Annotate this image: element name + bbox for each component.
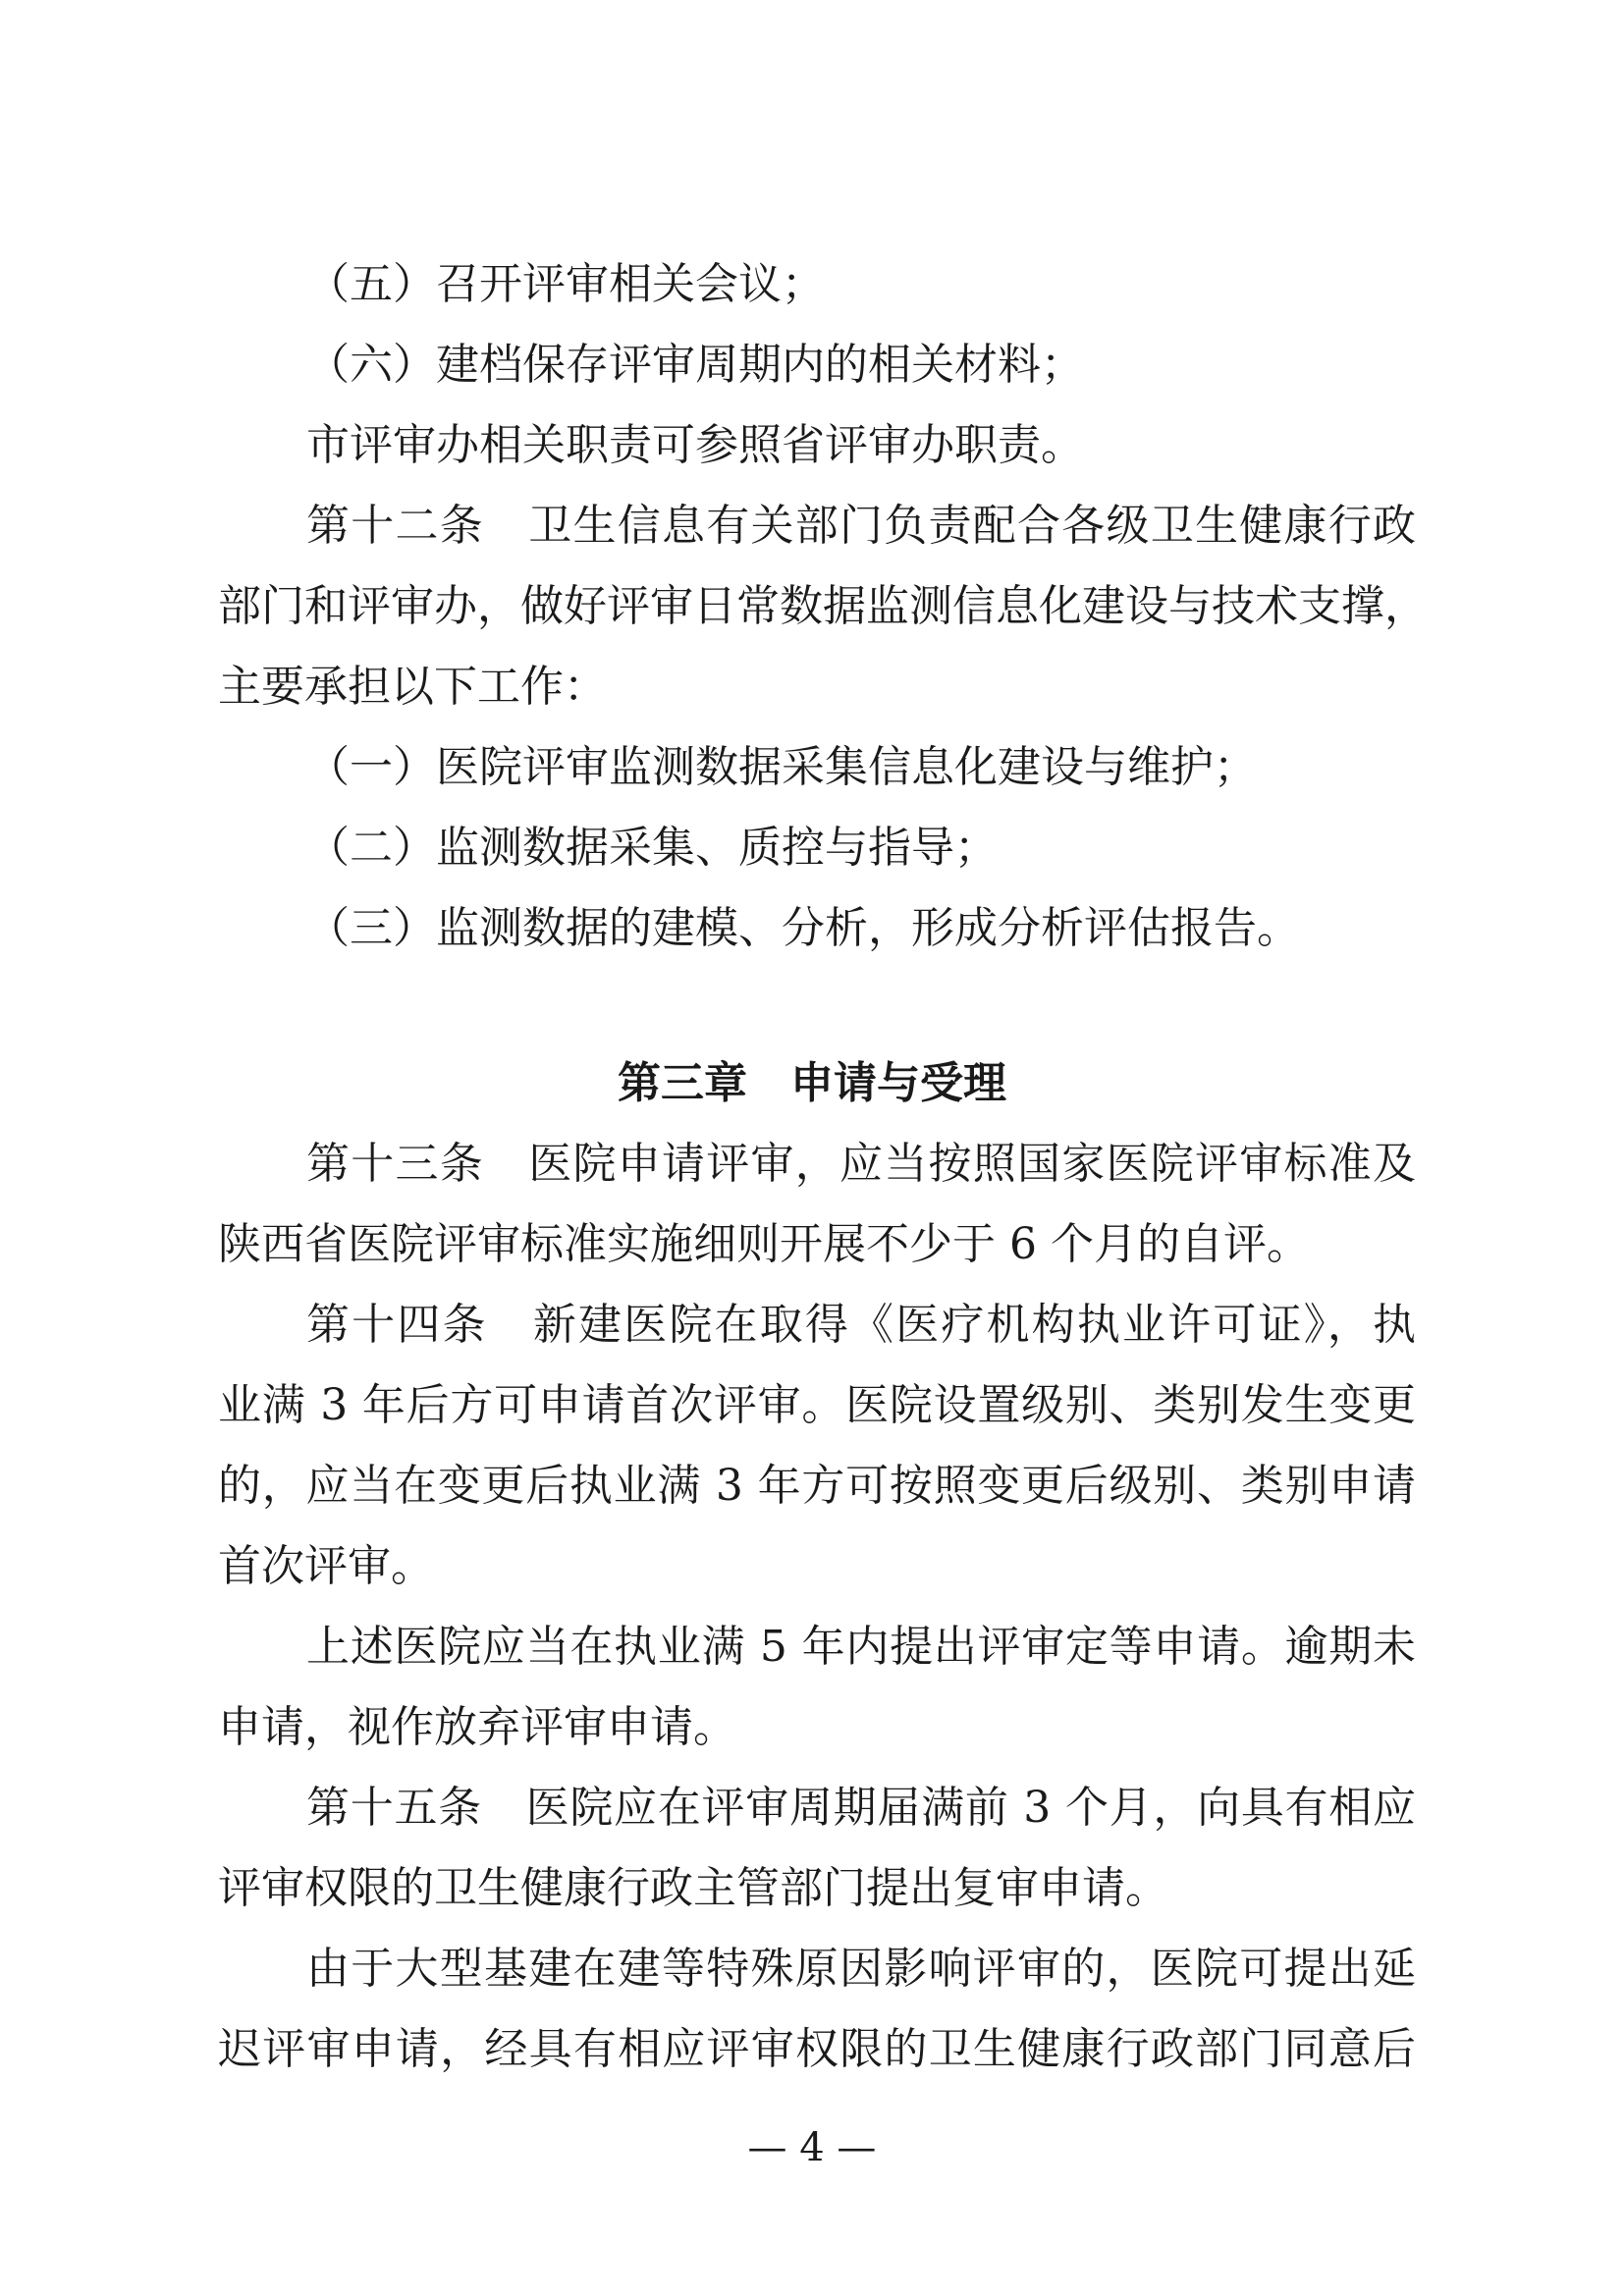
list-item-2: （二）监测数据采集、质控与指导； — [306, 823, 998, 873]
article-13-line: 陕西省医院评审标准实施细则开展不少于 6 个月的自评。 — [218, 1219, 1310, 1269]
article-14-line: 的，应当在变更后执业满 3 年方可按照变更后级别、类别申请 — [218, 1461, 1416, 1511]
article-13-line: 第十三条 医院申请评审，应当按照国家医院评审标准及 — [306, 1139, 1416, 1189]
chapter-heading: 第三章 申请与受理 — [618, 1058, 1006, 1108]
article-15-line: 第十五条 医院应在评审周期届满前 3 个月，向具有相应 — [306, 1783, 1416, 1833]
paragraph-line: 上述医院应当在执业满 5 年内提出评审定等申请。逾期未 — [306, 1622, 1416, 1672]
list-item-5: （五）召开评审相关会议； — [306, 259, 825, 309]
article-12-line: 部门和评审办，做好评审日常数据监测信息化建设与技术支撑， — [218, 581, 1428, 631]
article-14-line: 业满 3 年后方可申请首次评审。医院设置级别、类别发生变更 — [218, 1380, 1416, 1430]
article-12-line: 第十二条 卫生信息有关部门负责配合各级卫生健康行政 — [306, 501, 1416, 551]
paragraph-line: 迟评审申请，经具有相应评审权限的卫生健康行政部门同意后 — [218, 2024, 1416, 2074]
list-item-3: （三）监测数据的建模、分析，形成分析评估报告。 — [306, 903, 1300, 953]
article-14-line: 第十四条 新建医院在取得《医疗机构执业许可证》，执 — [306, 1300, 1416, 1350]
list-item-6: （六）建档保存评审周期内的相关材料； — [306, 340, 1084, 390]
article-15-line: 评审权限的卫生健康行政主管部门提出复审申请。 — [218, 1863, 1168, 1913]
list-item-1: （一）医院评审监测数据采集信息化建设与维护； — [306, 742, 1257, 792]
paragraph-line: 申请，视作放弃评审申请。 — [218, 1702, 736, 1752]
paragraph-line: 市评审办相关职责可参照省评审办职责。 — [306, 420, 1084, 470]
article-14-line: 首次评审。 — [218, 1541, 434, 1591]
article-12-line: 主要承担以下工作： — [218, 662, 607, 712]
page-number: — 4 — — [747, 2125, 877, 2170]
paragraph-line: 由于大型基建在建等特殊原因影响评审的，医院可提出延 — [306, 1944, 1416, 1994]
